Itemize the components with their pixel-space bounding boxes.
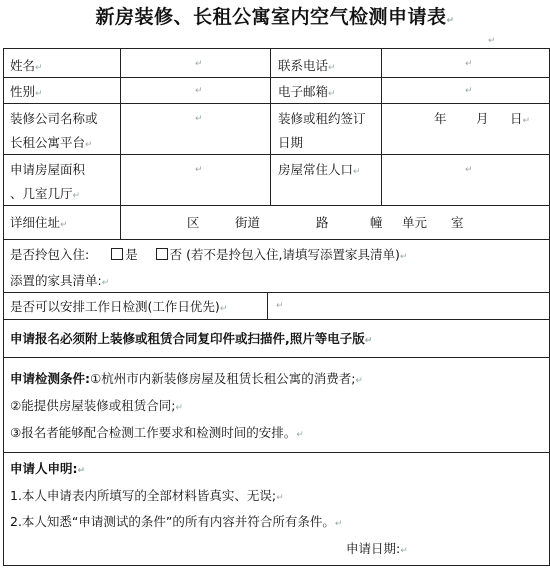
address-room: 室 [451, 215, 464, 230]
table-border-bottom [3, 565, 550, 566]
conditions-heading: 申请检测条件: [10, 371, 90, 386]
address-road: 路 [316, 215, 329, 230]
row-divider [3, 319, 550, 320]
furnished-yes-label: 是 [125, 247, 138, 262]
name-label: 姓名↵ [10, 58, 43, 73]
furnished-no-checkbox[interactable] [156, 248, 168, 260]
phone-label: 联系电话↵ [278, 58, 336, 73]
date-year: 年 [434, 111, 447, 126]
date-day: 日↵ [510, 111, 531, 126]
furnished-question: 是否拎包入住: [10, 247, 90, 262]
email-input[interactable]: ↵ [465, 86, 473, 96]
phone-input[interactable]: ↵ [465, 59, 473, 69]
furnished-yes-checkbox[interactable] [111, 248, 123, 260]
form-title: 新房装修、长租公寓室内空气检测申请表↵ [95, 6, 455, 28]
row-divider [3, 239, 550, 240]
conditions-item2: ②能提供房屋装修或租赁合同;↵ [10, 398, 183, 413]
area-input[interactable]: ↵ [195, 165, 203, 175]
furnished-note: (若不是拎包入住,请填写添置家具清单) [186, 247, 400, 262]
name-input[interactable]: ↵ [195, 59, 203, 69]
address-unit: 单元 [402, 215, 428, 230]
email-label: 电子邮箱↵ [278, 84, 336, 99]
declaration-item1: 1.本人申请表内所填写的全部材料皆真实、无误;↵ [10, 488, 284, 503]
company-input[interactable]: ↵ [195, 114, 203, 124]
declaration-heading: 申请人申明:↵ [10, 461, 86, 476]
company-label: 装修公司名称或 长租公寓平台↵ [10, 111, 98, 150]
furnished-no-label: 否 [169, 247, 183, 262]
declaration-item2: 2.本人知悉“申请测试的条件”的所有内容并符合所有条件。↵ [10, 514, 343, 529]
gender-input[interactable]: ↵ [195, 86, 203, 96]
row-divider [3, 357, 550, 358]
address-label: 详细住址↵ [10, 215, 68, 230]
furniture-list-label: 添置的家具清单:↵ [10, 273, 110, 288]
column-divider [270, 48, 271, 205]
application-date-input[interactable] [415, 538, 545, 560]
paragraph-mark: ↵ [488, 36, 496, 46]
residents-label: 房屋常住人口↵ [278, 162, 361, 177]
residents-input[interactable]: ↵ [465, 165, 473, 175]
row-divider [3, 452, 550, 453]
sign-date-label: 装修或租约签订 日期 [278, 111, 366, 150]
application-date-label: 申请日期:↵ [346, 541, 408, 556]
conditions-item1: 申请检测条件:①杭州市内新装修房屋及租赁长租公寓的消费者;↵ [10, 371, 363, 386]
weekday-input[interactable]: ↵ [276, 301, 284, 311]
address-building: 幢 [370, 215, 383, 230]
address-street: 街道 [235, 215, 261, 230]
conditions-item3: ③报名者能够配合检测工作要求和检测时间的安排。↵ [10, 425, 304, 440]
area-label: 申请房屋面积 、几室几厅↵ [10, 162, 86, 201]
address-district: 区 [187, 215, 200, 230]
gender-label: 性别↵ [10, 84, 43, 99]
furnished-row: 是否拎包入住: 是 否 (若不是拎包入住,请填写添置家具清单)↵ [10, 247, 408, 262]
weekday-question: 是否可以安排工作日检测(工作日优先)↵ [10, 299, 228, 314]
date-month: 月 [476, 111, 489, 126]
requirement-text: 申请报名必须附上装修或租赁合同复印件或扫描件,照片等电子版↵ [10, 331, 373, 346]
address-input[interactable] [121, 206, 548, 239]
table-border-left [3, 48, 4, 566]
sign-date-input[interactable] [382, 104, 548, 154]
